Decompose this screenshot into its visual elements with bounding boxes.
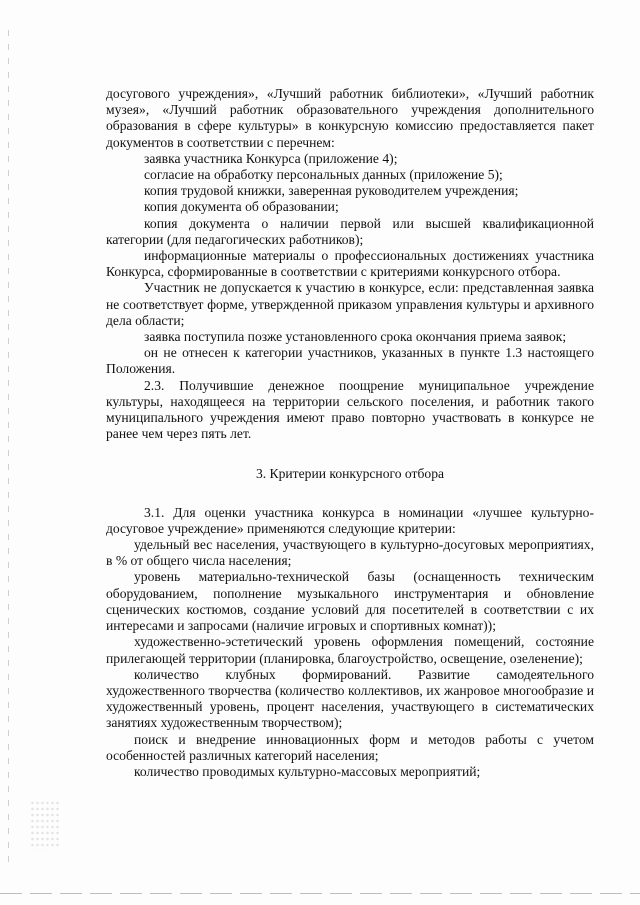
- criteria-item: удельный вес населения, участвующего в культурно-досуговых мероприятиях, в % от общего числа населения;: [106, 537, 594, 569]
- section-heading: 3. Критерии конкурсного отбора: [255, 466, 445, 482]
- list-item: копия трудовой книжки, заверенная руководителем учреждения;: [144, 183, 519, 199]
- list-item: заявка участника Конкурса (приложение 4);: [144, 150, 398, 166]
- paragraph: Участник не допускается к участию в конкурсе, если: представленная заявка не соответствует форме, утвержденной приказом управления культуры и архивного дела области;: [106, 280, 594, 328]
- document-body: [106, 86, 594, 780]
- list-item: заявка поступила позже установленного срока окончания приема заявок;: [144, 329, 567, 345]
- criteria-item: художественно-эстетический уровень оформления помещений, состояние прилегающей территории (планировка, благоустройство, освещение, озеленение);: [106, 634, 594, 666]
- scan-noise-artifact: [30, 800, 60, 850]
- scan-bottom-artifact: [0, 893, 640, 894]
- paragraph: досугового учреждения», «Лучший работник библиотеки», «Лучший работник музея», «Лучший работник образовательного учреждения дополнительного образования в сфере культуры» в конкурсную комиссию предоставляется пакет документов в соответствии с перечнем:: [106, 86, 594, 150]
- paragraph: 2.3. Получившие денежное поощрение муниципальное учреждение культуры, находящееся на территории сельского поселения, и работник такого муниципального учреждения имеют право повторно участвовать в конкурсе не ранее чем через пять лет.: [106, 377, 594, 442]
- list-item: копия документа о наличии первой или высшей квалификационной категории (для педагогических работников);: [106, 215, 594, 247]
- paragraph: 3.1. Для оценки участника конкурса в номинации «лучшее культурно-досуговое учреждение» применяются следующие критерии:: [106, 504, 594, 536]
- criteria-item: количество клубных формирований. Развитие самодеятельного художественного творчества (количество коллективов, их жанровое многообразие и художественный уровень, процент населения, участвующего в систематических занятиях художественным творчеством);: [106, 666, 594, 731]
- list-item: согласие на обработку персональных данных (приложение 5);: [144, 167, 503, 183]
- scan-edge-artifact: [8, 30, 9, 870]
- criteria-item: количество проводимых культурно-массовых мероприятий;: [134, 763, 481, 779]
- list-item: копия документа об образовании;: [144, 199, 339, 215]
- criteria-item: уровень материально-технической базы (оснащенность техническим оборудованием, пополнение музыкального инструментария и обновление сценических костюмов, создание условий для посетителей в соответствии с их интересами и запросами (наличие игровых и спортивных комнат));: [106, 569, 594, 634]
- list-item: информационные материалы о профессиональных достижениях участника Конкурса, сформированные в соответствии с критериями конкурсного отбора.: [106, 248, 594, 280]
- criteria-item: поиск и внедрение инновационных форм и методов работы с учетом особенностей различных категорий населения;: [106, 731, 594, 763]
- list-item: он не отнесен к категории участников, указанных в пункте 1.3 настоящего Положения.: [106, 345, 594, 377]
